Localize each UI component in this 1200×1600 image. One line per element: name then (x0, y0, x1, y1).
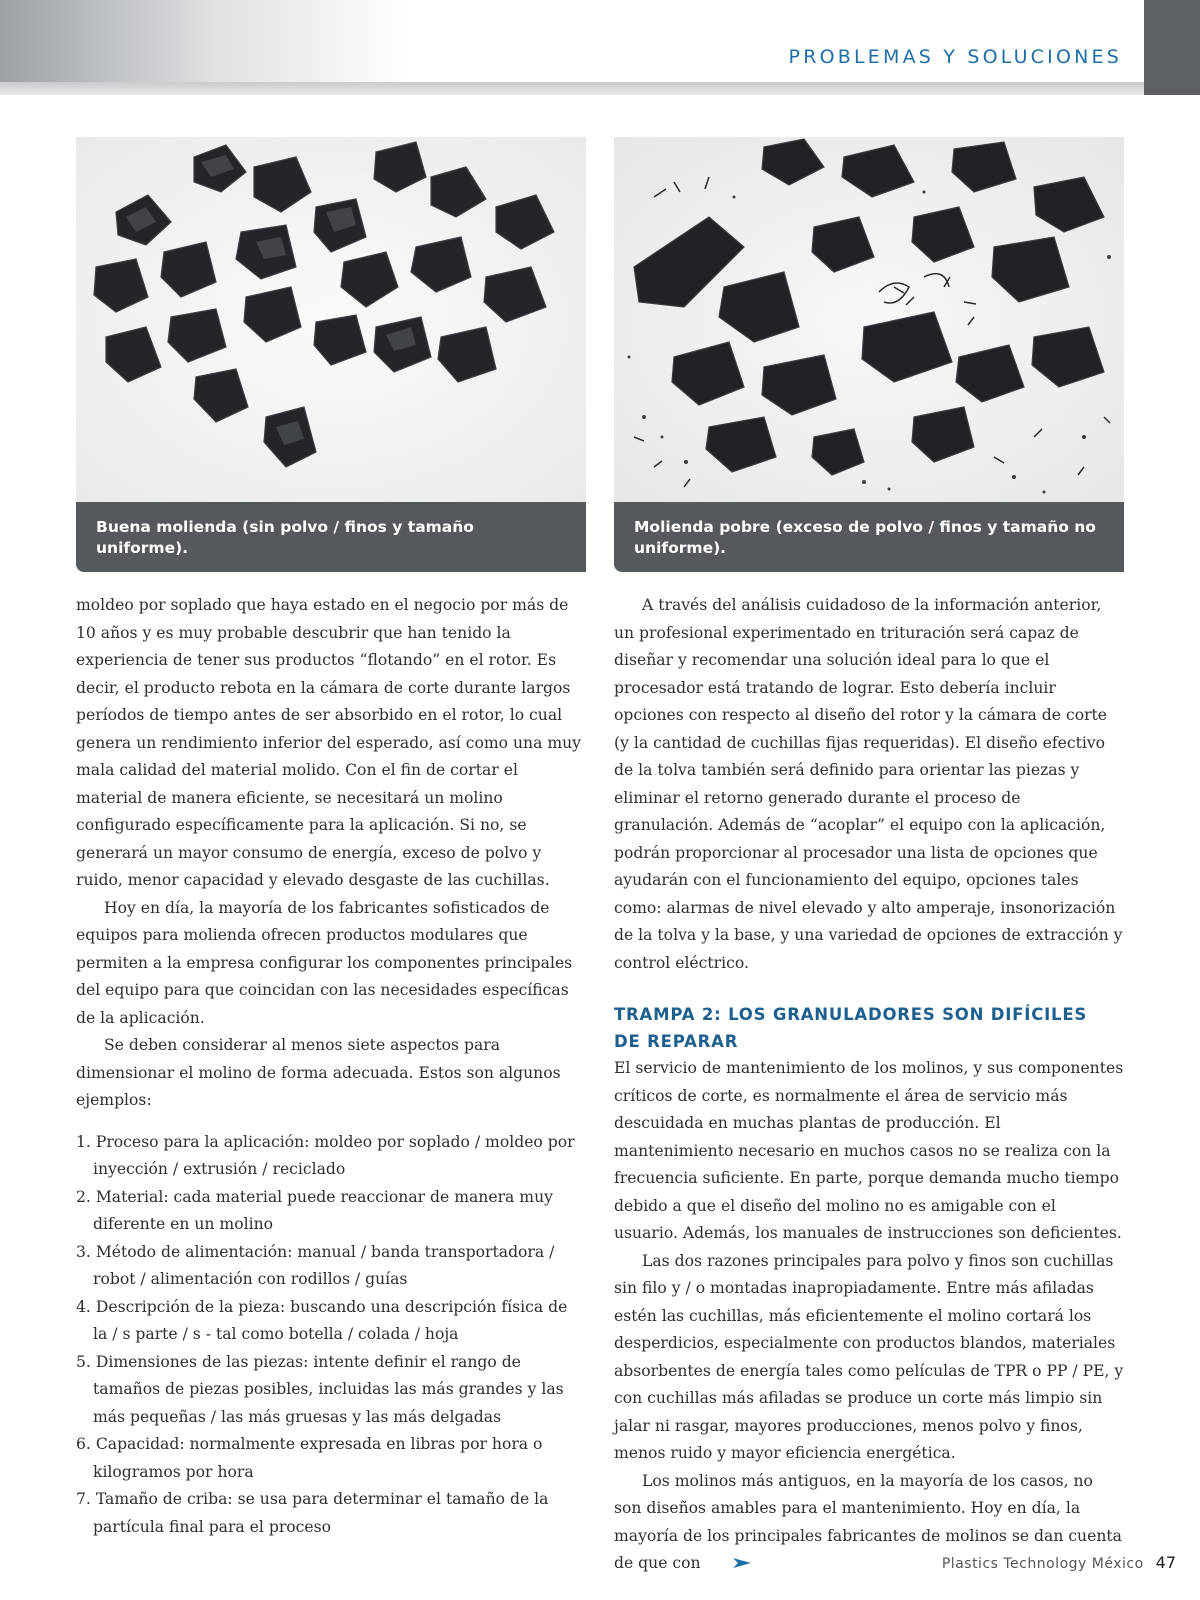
right-paragraph-1: A través del análisis cuidadoso de la información anterior, un profesional experimentado en trituración será capaz de diseñar y recomendar una solución ideal para lo que el procesador está tratando de lograr. Esto debería incluir opciones con respecto al diseño del rotor y la cámara de corte (y la cantidad de cuchillas fijas requeridas). El diseño efectivo de la tolva también será definido para orientar las piezas y eliminar el retorno generado durante el proceso de granulación. Además de “acoplar” el equipo con la aplicación, podrán proporcionar al procesador una lista de opciones que ayudarán con el funcionamiento del equipo, opciones tales como: alarmas de nivel elevado y alto amperaje, insonorización de la tolva y la base, y una variedad de opciones de extracción y control eléctrico. (614, 596, 1123, 972)
section-subheading (614, 1001, 1124, 1055)
section-title: PROBLEMAS Y SOLUCIONES (788, 46, 1122, 68)
left-column (76, 592, 586, 1541)
poor-grind-caption: Molienda pobre (exceso de polvo / finos y tamaño no uniforme). (614, 502, 1124, 572)
header-edge (1144, 0, 1200, 95)
good-grind-caption: Buena molienda (sin polvo / finos y tamaño uniforme). (76, 502, 586, 572)
left-paragraph-2: Hoy en día, la mayoría de los fabricantes sofisticados de equipos para molienda ofrecen productos modulares que permiten a la empresa configurar los componentes principales del equipo para que coincidan con las necesidades específicas de la aplicación. (76, 898, 573, 1027)
list-item: 7. Tamaño de criba: se usa para determinar el tamaño de la partícula final para el proceso (76, 1490, 549, 1536)
page-footer (942, 1553, 1176, 1572)
good-grind-photo (76, 137, 586, 503)
list-item: 1. Proceso para la aplicación: moldeo por soplado / moldeo por inyección / extrusión / reciclado (76, 1132, 575, 1178)
list-item: 5. Dimensiones de las piezas: intente definir el rango de tamaños de piezas posibles, incluidas las más grandes y las más pequeñas / las más gruesas y las más delgadas (76, 1352, 564, 1426)
publication-name: Plastics Technology México (941, 1556, 1144, 1572)
page-number: 47 (1155, 1553, 1176, 1572)
right-paragraph-4-text: Los molinos más antiguos, en la mayoría de los casos, no son diseños amables para el mantenimiento. Hoy en día, la mayoría de los principales fabricantes de molinos se dan cuenta de que con (614, 1471, 1122, 1572)
right-column (614, 592, 1124, 1578)
list-item: 4. Descripción de la pieza: buscando una descripción física de la / s parte / s - tal como botella / colada / hoja (76, 1297, 568, 1343)
list-item: 2. Material: cada material puede reaccionar de manera muy diferente en un molino (76, 1187, 553, 1233)
right-paragraph-3: Las dos razones principales para polvo y finos son cuchillas sin filo y / o montadas inapropiadamente. Entre más afiladas estén las cuchillas, más eficientemente el molino cortará los desperdicios, especialmente con productos blandos, materiales absorbentes de energía tales como películas de TPR o PP / PE, y con cuchillas más afiladas se produce un corte más limpio sin jalar ni rasgar, mayores producciones, menos polvo y finos, menos ruido y mayor eficiencia energética. (614, 1251, 1124, 1462)
header-shadow (0, 82, 1144, 95)
list-item: 6. Capacidad: normalmente expresada en libras por hora o kilogramos por hora (76, 1435, 543, 1481)
left-paragraph-1: moldeo por soplado que haya estado en el negocio por más de 10 años y es muy probable descubrir que han tenido la experiencia de tener sus productos “flotando” en el rotor. Es decir, el producto rebota en la cámara de corte durante largos períodos de tiempo antes de ser absorbido en el rotor, lo cual genera un rendimiento inferior del esperado, así como una muy mala calidad del material molido. Con el fin de cortar el material de manera eficiente, se necesitará un molino configurado específicamente para la aplicación. Si no, se generará un mayor consumo de energía, exceso de polvo y ruido, menor capacidad y elevado desgaste de las cuchillas. (76, 596, 581, 889)
sizing-aspects-list (76, 1129, 586, 1542)
subheading-line-1: TRAMPA 2: LOS GRANULADORES SON DIFÍCILES (614, 1005, 1088, 1024)
poor-grind-photo (614, 137, 1124, 503)
subheading-line-2: DE REPARAR (614, 1032, 739, 1051)
continue-arrow-icon (705, 1550, 751, 1578)
right-paragraph-2: El servicio de mantenimiento de los molinos, y sus componentes críticos de corte, es normalmente el área de servicio más descuidada en muchas plantas de producción. El mantenimiento necesario en muchos casos no se realiza con la frecuencia suficiente. En parte, porque demanda mucho tiempo debido a que el diseño del molino no es amigable con el usuario. Además, los manuales de instrucciones son deficientes. (614, 1059, 1124, 1242)
left-paragraph-3: Se deben considerar al menos siete aspectos para dimensionar el molino de forma adecuada. Estos son algunos ejemplos: (76, 1036, 561, 1109)
list-item: 3. Método de alimentación: manual / banda transportadora / robot / alimentación con rodillos / guías (76, 1242, 555, 1288)
